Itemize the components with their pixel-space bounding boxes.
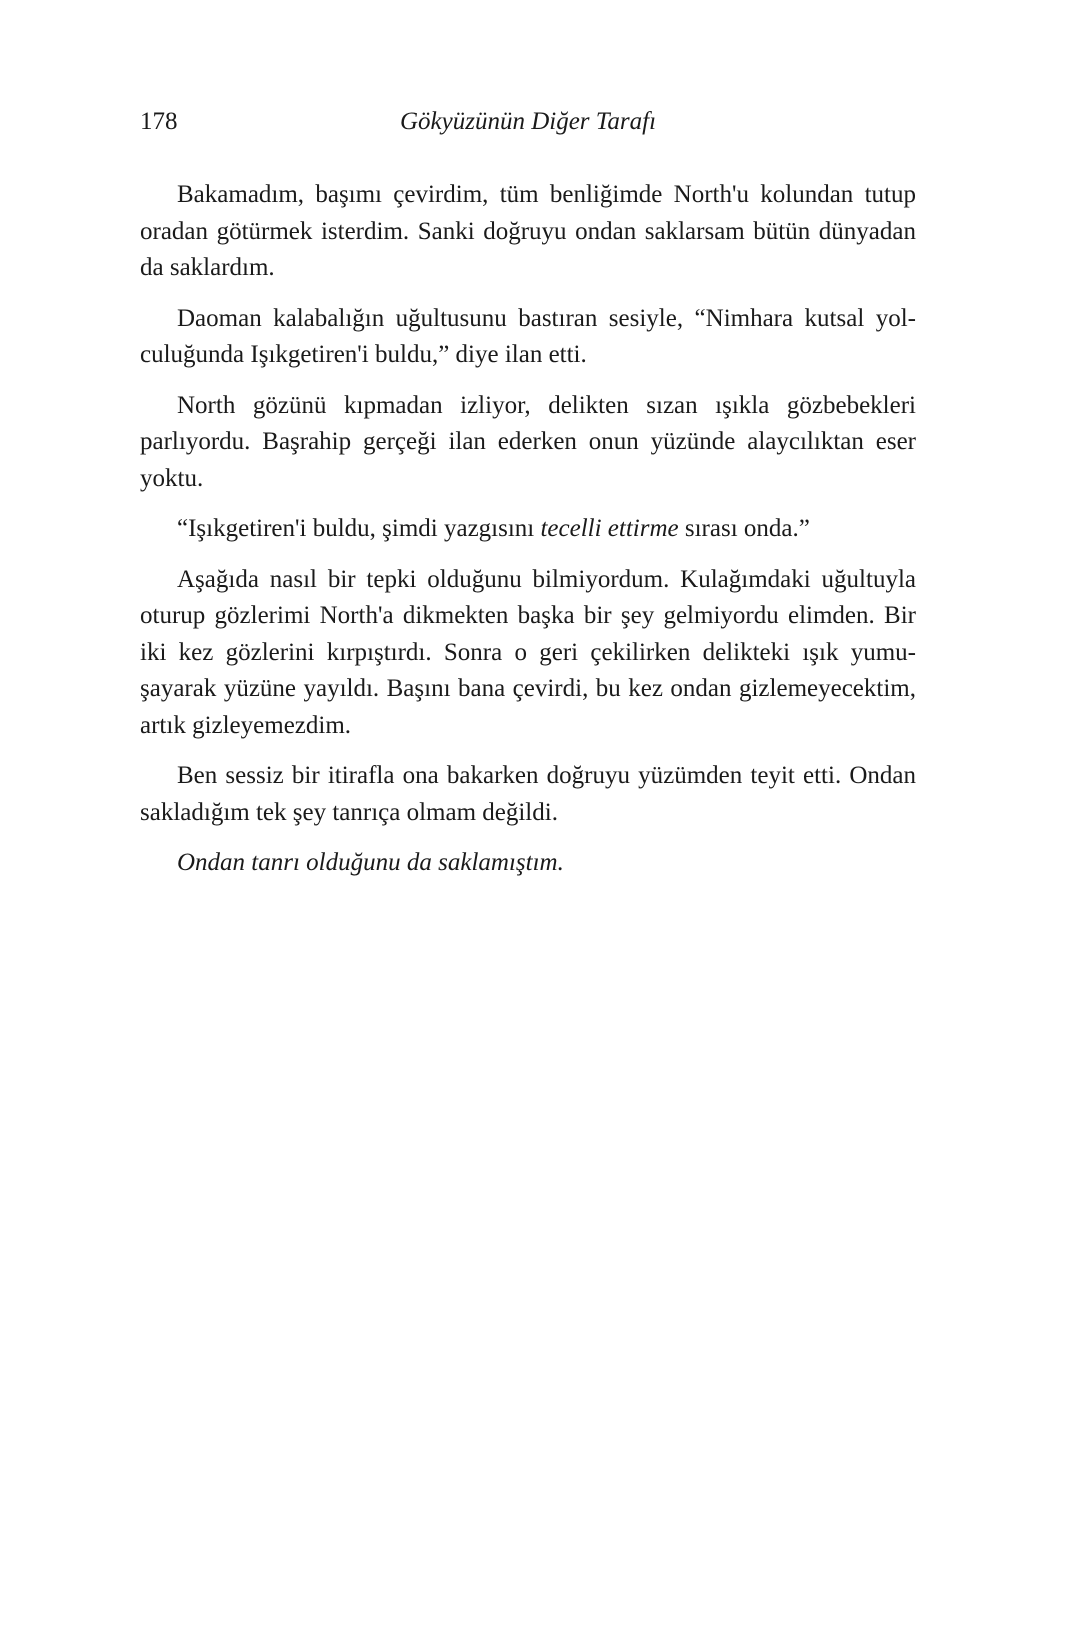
italic-closing-line: Ondan tanrı olduğunu da saklamıştım. [177,849,564,876]
paragraph-text: sırası onda.” [678,515,810,542]
paragraph: North gözünü kıpmadan izliyor, delikten sızan ışıkla gözbebekleri parlıyordu. Başrahip gerçeği ilan ederken onun yüzünde alaycılıktan eser yoktu. [140,391,916,492]
paragraph-text: “Işıkgetiren'i buldu, şimdi yazgısını [177,515,541,542]
body-text [140,177,916,896]
paragraph: Ben sessiz bir itirafla ona bakarken doğruyu yüzümden teyit etti. Ondan sakladığım tek şey tanrıça olmam değildi. [140,762,916,826]
paragraph: Daoman kalabalığın uğultusunu bastıran sesiyle, “Nimhara kutsal yolculuğunda Işıkgetiren'i buldu,” diye ilan etti. [140,304,916,368]
book-title: Gökyüzünün Diğer Tarafı [399,108,657,135]
closing-paragraph [140,845,916,882]
page-number: 178 [140,108,178,135]
paragraph [140,511,916,548]
paragraph: Aşağıda nasıl bir tepki olduğunu bilmiyordum. Kulağımdaki uğultuyla oturup gözlerimi North'a dikmekten başka bir şey gelmiyordu elimden. Bir iki kez gözlerini kırpıştırdı. Sonra o geri çekilirken delikteki ışık yumuşayarak yüzüne yayıldı. Başını bana çevirdi, bu kez ondan gizlemeyecektim, artık gizleyemezdim. [140,565,916,739]
paragraph: Bakamadım, başımı çevirdim, tüm benliğimde North'u kolundan tutup oradan götürmek isterdim. Sanki doğruyu ondan saklarsam bütün dünyadan da saklardım. [140,181,916,281]
running-head [140,102,916,142]
italic-phrase: tecelli ettirme [540,515,679,542]
